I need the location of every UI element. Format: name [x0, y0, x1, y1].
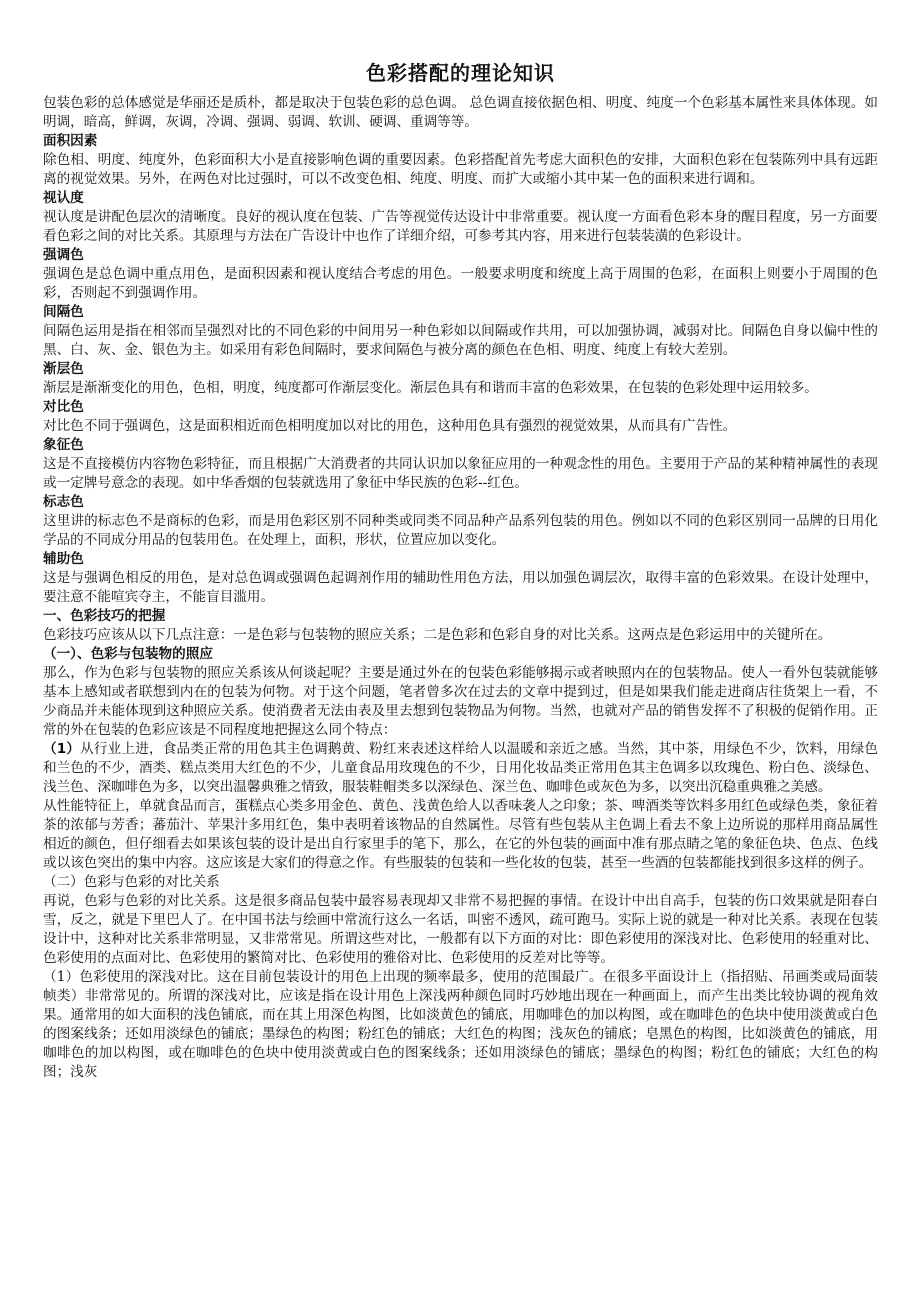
section-text-gradient: 渐层是渐渐变化的用色，色相，明度，纯度都可作渐层变化。渐层色具有和谐而丰富的色彩效果，在包装的色彩处理中运用较多。: [43, 380, 818, 396]
intro-paragraph: 包装色彩的总体感觉是华丽还是质朴，都是取决于包装色彩的总色调。 总色调直接依据色相、明度、纯度一个色彩基本属性来具体体现。如明调，暗高，鲜调，灰调，冷调、强调、弱调、软训、硬调、重调等等。: [43, 95, 878, 130]
sub1-item-1: [43, 740, 878, 797]
sub2-paragraph-2: （1）色彩使用的深浅对比。这在目前包装设计的用色上出现的频率最多，使用的范围最广。在很多平面设计上（指招贴、吊画类或局面装帧类）非常常见的。所谓的深浅对比，应该是指在设计用色上深浅两种颜色同时巧妙地出现在一种画面上，而产生出类比较协调的视角效果。通常用的如大面积的浅色铺底，而在其上用深色构图，比如淡黄色的铺底，用咖啡色的加以构图，或在咖啡色的色块中使用淡黄或白色的图案线条；还如用淡绿色的铺底；墨绿色的构图；粉红色的铺底；大红色的构图；浅灰色的铺底；皂黑色的构图，比如淡黄色的铺底，用咖啡色的加以构图，或在咖啡色的色块中使用淡黄或白色的图案线条；还如用淡绿色的铺底；墨绿色的构图；粉红色的铺底；大红色的构图；浅灰: [43, 969, 878, 1080]
section-text-contrast: 对比色不同于强调色，这是面积相近而色相明度加以对比的用色，这种用色具有强烈的视觉效果，从而具有广告性。: [43, 418, 737, 434]
section-heading-area: 面积因素: [43, 133, 98, 149]
sub1-heading: （一）、色彩与包装物的照应: [43, 646, 213, 662]
section-text-area: 除色相、明度、纯度外，色彩面积大小是直接影响色调的重要因素。色彩搭配首先考虑大面积色的安排，大面积色彩在包装陈列中具有远距离的视觉效果。另外，在两色对比过强时，可以不改变色相、纯度、明度、而扩大或缩小其中某一色的面积来进行调和。: [43, 152, 878, 187]
section-heading-marker: 标志色: [43, 494, 84, 510]
sub1-paragraph-2: 从性能特征上，单就食品而言，蛋糕点心类多用金色、黄色、浅黄色给人以香味袭人之印象；茶、啤酒类等饮料多用红色或绿色类，象征着茶的浓郁与芳香；蕃茄汁、苹果汁多用红色，集中表明着该物品的自然属性。尽管有些包装从主色调上看去不象上边所说的那样用商品属性相近的颜色，但仔细看去如果该包装的设计是出自行家里手的笔下，那么，在它的外包装的画面中准有那点睛之笔的象征色块、色点、色线或以该色突出的集中内容。这应该是大家们的得意之作。有些服装的包装和一些化妆的包装，甚至一些酒的包装都能找到很多这样的例子。: [43, 798, 878, 871]
document-page: [43, 58, 878, 1082]
section-text-marker: 这里讲的标志色不是商标的色彩，而是用色彩区别不同种类或同类不同品种产品系列包装的用色。例如以不同的色彩区别同一品牌的日用化学品的不同成分用品的包装用色。在处理上，面积，形状，位置应加以变化。: [43, 513, 878, 548]
section-heading-visibility: 视认度: [43, 190, 84, 206]
part1-text: 色彩技巧应该从以下几点注意：一是色彩与包装物的照应关系；二是色彩和色彩自身的对比关系。这两点是色彩运用中的关键所在。: [43, 627, 832, 643]
section-heading-gradient: 渐层色: [43, 361, 84, 377]
section-heading-contrast: 对比色: [43, 399, 84, 415]
sub1-item-1-text: 从行业上进，食品类正常的用色其主色调鹅黄、粉红来表述这样给人以温暖和亲近之感。当然，其中茶，用绿色不少，饮料，用绿色和兰色的不少，酒类、糕点类用大红色的不少，儿童食品用玫瑰色的不少，日用化妆品类正常用色其主色调多以玫瑰色、粉白色、淡绿色、浅兰色、深咖啡色为多，以突出温馨典雅之情致，服装鞋帽类多以深绿色、深兰色、咖啡色或灰色为多，以突出沉稳重典雅之美感。: [43, 741, 879, 795]
section-heading-symbolic: 象征色: [43, 437, 84, 453]
section-heading-separator: 间隔色: [43, 304, 84, 320]
section-text-visibility: 视认度是讲配色层次的清晰度。良好的视认度在包装、广告等视觉传达设计中非常重要。视认度一方面看色彩本身的醒目程度，另一方面要看色彩之间的对比关系。其原理与方法在广告设计中也作了详细介绍，可参考其内容，用来进行包装装潢的色彩设计。: [43, 209, 878, 244]
section-text-separator: 间隔色运用是指在相邻而呈强烈对比的不同色彩的中间用另一种色彩如以间隔或作共用，可以加强协调，减弱对比。间隔色自身以偏中性的黑、白、灰、金、银色为主。如采用有彩色间隔时，要求间隔色与被分离的颜色在色相、明度、纯度上有较大差别。: [43, 323, 878, 358]
sub2-heading: （二）色彩与色彩的对比关系: [43, 874, 220, 890]
sub1-item-1-label: （1）: [43, 741, 81, 757]
sub1-paragraph-1: 那么，作为色彩与包装物的照应关系该从何谈起呢？主要是通过外在的包装色彩能够揭示或者映照内在的包装物品。使人一看外包装就能够基本上感知或者联想到内在的包装为何物。对于这个问题，笔者曾多次在过去的文章中提到过，但是如果我们能走进商店往货架上一看，不少商品并未能体现到这种照应关系。使消费者无法由表及里去想到包装物品为何物。当然，也就对产品的销售发挥不了积极的促销作用。正常的外在包装的色彩应该是不同程度地把握这么同个特点：: [43, 665, 878, 738]
page-title: 色彩搭配的理论知识: [366, 61, 555, 85]
part1-heading: 一、色彩技巧的把握: [43, 608, 166, 624]
section-text-emphasis: 强调色是总色调中重点用色，是面积因素和视认度结合考虑的用色。一般要求明度和统度上高于周围的色彩，在面积上则要小于周围的色彩，否则起不到强调作用。: [43, 266, 878, 301]
section-text-symbolic: 这是不直接模仿内容物色彩特征，而且根据广大消费者的共同认识加以象征应用的一种观念性的用色。主要用于产品的某种精神属性的表现或一定牌号意念的表现。如中华香烟的包装就选用了象征中华民族的色彩--红色。: [43, 456, 878, 491]
section-heading-auxiliary: 辅助色: [43, 551, 84, 567]
sub2-paragraph-1: 再说，色彩与色彩的对比关系。这是很多商品包装中最容易表现却又非常不易把握的事情。在设计中出自高手，包装的伤口效果就是阳春白雪，反之，就是下里巴人了。在中国书法与绘画中常流行这么一名话，叫密不透风，疏可跑马。实际上说的就是一种对比关系。表现在包装设计中，这种对比关系非常明显，又非常常见。所谓这些对比，一般都有以下方面的对比：即色彩使用的深浅对比、色彩使用的轻重对比、色彩使用的点面对比、色彩使用的繁简对比、色彩使用的雅俗对比、色彩使用的反差对比等等。: [43, 893, 878, 966]
section-text-auxiliary: 这是与强调色相反的用色，是对总色调或强调色起调剂作用的辅助性用色方法，用以加强色调层次，取得丰富的色彩效果。在设计处理中，要注意不能喧宾夺主，不能盲目滥用。: [43, 570, 878, 605]
section-heading-emphasis: 强调色: [43, 247, 84, 263]
